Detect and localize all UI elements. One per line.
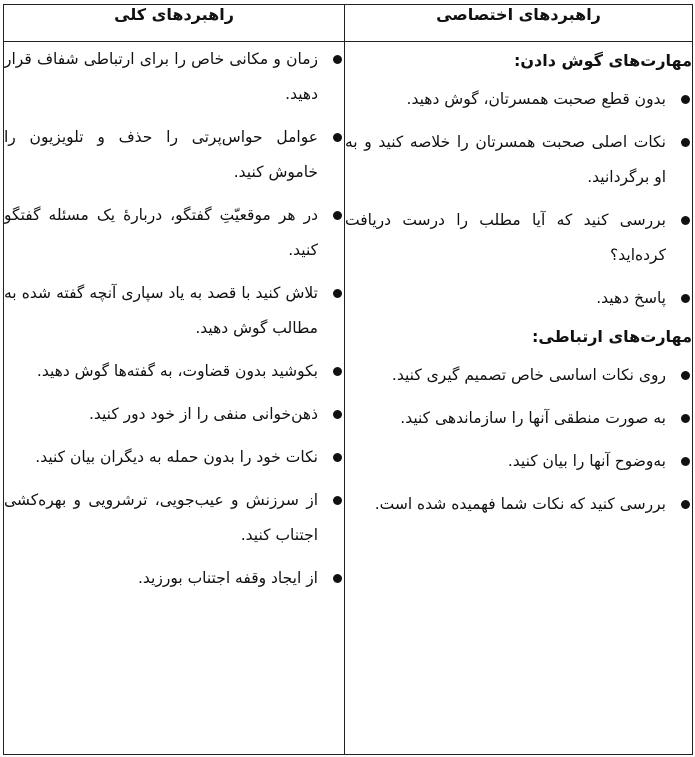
- list-item: [345, 487, 692, 522]
- header-general-strategies: راهبردهای کلی: [4, 5, 345, 42]
- list-item-text: از ایجاد وقفه اجتناب بورزید.: [137, 569, 318, 587]
- list-item-text: روی نکات اساسی خاص تصمیم گیری کنید.: [391, 366, 666, 384]
- list-item: [4, 120, 344, 190]
- general-strategies-cell: [4, 42, 345, 755]
- bullet-icon: [333, 289, 342, 298]
- list-item: [4, 276, 344, 346]
- list-item: [345, 444, 692, 479]
- list-item-text: بدون قطع صحبت همسرتان، گوش دهید.: [406, 90, 666, 108]
- bullet-icon: [681, 138, 690, 147]
- list-item-text: بکوشید بدون قضاوت، به گفته‌ها گوش دهید.: [36, 362, 318, 380]
- bullet-icon: [681, 95, 690, 104]
- list-item: [4, 198, 344, 268]
- list-item: [345, 203, 692, 273]
- header-row: [4, 5, 693, 42]
- bullet-icon: [681, 414, 690, 423]
- list-item: [345, 358, 692, 393]
- list-item: [4, 397, 344, 432]
- bullet-icon: [333, 410, 342, 419]
- communication-skills-title: مهارت‌های ارتباطی:: [532, 327, 692, 346]
- list-item: [4, 42, 344, 112]
- list-item-text: پاسخ دهید.: [596, 289, 666, 307]
- bullet-icon: [333, 574, 342, 583]
- listening-skills-list: [345, 82, 692, 316]
- list-item-text: بررسی کنید که آیا مطلب را درست دریافت کرده‌اید؟: [345, 211, 666, 264]
- general-strategies-list: [4, 42, 344, 596]
- list-item-text: به‌وضوح آنها را بیان کنید.: [507, 452, 666, 470]
- bullet-icon: [333, 211, 342, 220]
- list-item-text: در هر موقعیّتِ گفتگو، دربارهٔ یک مسئله گفتگو کنید.: [4, 206, 318, 259]
- strategies-table: [3, 4, 693, 755]
- bullet-icon: [681, 294, 690, 303]
- list-item-text: به صورت منطقی آنها را سازماندهی کنید.: [400, 409, 666, 427]
- content-row: [4, 42, 693, 755]
- bullet-icon: [333, 496, 342, 505]
- list-item-text: نکات خود را بدون حمله به دیگران بیان کنید.: [35, 448, 318, 466]
- list-item: [345, 125, 692, 195]
- bullet-icon: [681, 371, 690, 380]
- list-item: [4, 483, 344, 553]
- communication-skills-list: [345, 358, 692, 522]
- list-item: [4, 354, 344, 389]
- header-specific-strategies: راهبردهای اختصاصی: [345, 5, 693, 42]
- list-item-text: از سرزنش و عیب‌جویی، ترشرویی و بهره‌کشی اجتناب کنید.: [4, 491, 318, 544]
- bullet-icon: [681, 500, 690, 509]
- list-item-text: عوامل حواس‌پرتی را حذف و تلویزیون را خاموش کنید.: [4, 128, 318, 181]
- bullet-icon: [681, 457, 690, 466]
- list-item-text: تلاش کنید با قصد به یاد سپاری آنچه گفته شده به مطالب گوش دهید.: [4, 284, 318, 337]
- list-item-text: بررسی کنید که نکات شما فهمیده شده است.: [374, 495, 666, 513]
- list-item-text: زمان و مکانی خاص را برای ارتباطی شفاف قرار دهید.: [4, 50, 318, 103]
- list-item: [4, 440, 344, 475]
- list-item: [345, 401, 692, 436]
- list-item: [345, 82, 692, 117]
- specific-strategies-cell: [345, 42, 693, 755]
- bullet-icon: [333, 453, 342, 462]
- list-item-text: نکات اصلی صحبت همسرتان را خلاصه کنید و به او برگردانید.: [345, 133, 666, 186]
- list-item-text: ذهن‌خوانی منفی را از خود دور کنید.: [88, 405, 318, 423]
- bullet-icon: [333, 367, 342, 376]
- listening-skills-title: مهارت‌های گوش دادن:: [513, 51, 692, 70]
- bullet-icon: [333, 133, 342, 142]
- list-item: [345, 281, 692, 316]
- bullet-icon: [333, 55, 342, 64]
- bullet-icon: [681, 216, 690, 225]
- list-item: [4, 561, 344, 596]
